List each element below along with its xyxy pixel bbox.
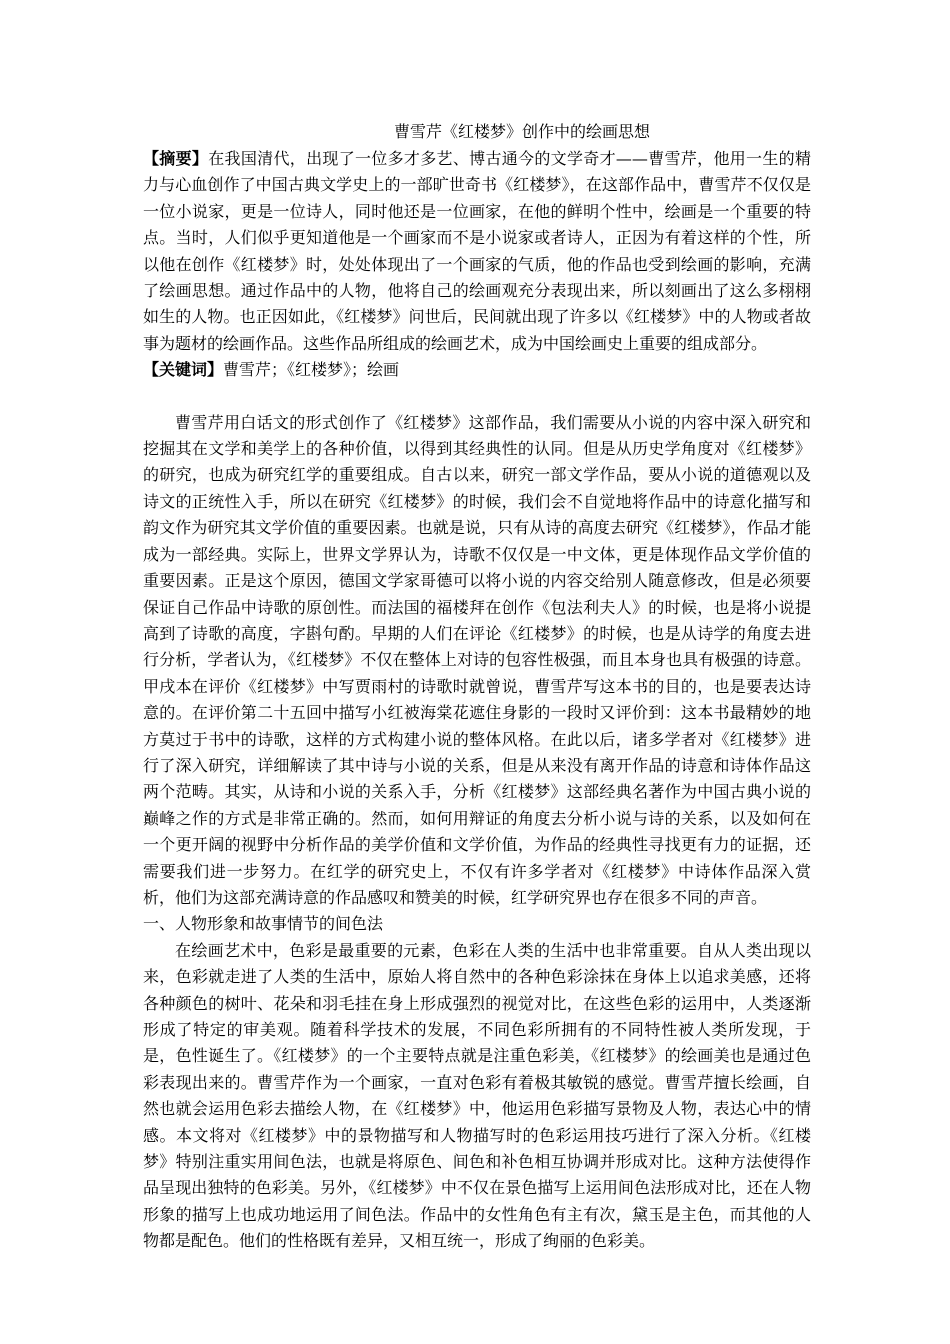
keywords-text: 曹雪芹；《红楼梦》；绘画: [223, 360, 400, 380]
section-paragraph: 在绘画艺术中，色彩是最重要的元素，色彩在人类的生活中也非常重要。自从人类出现以来，色彩就走进了人类的生活中，原始人将自然中的各种色彩涂抹在身体上以追求美感，还将各种颜色的树叶、花朵和羽毛挂在身上形成强烈的视觉对比，在这些色彩的运用中，人类逐渐形成了特定的审美观。随着科学技术的发展，不同色彩所拥有的不同特性被人类所发现，于是，色性诞生了。《红楼梦》的一个主要特点就是注重色彩美，《红楼梦》的绘画美也是通过色彩表现出来的。曹雪芹作为一个画家，一直对色彩有着极其敏锐的感觉。曹雪芹擅长绘画，自然也就会运用色彩去描绘人物，在《红楼梦》中，他运用色彩描写景物及人物，表达心中的情感。本文将对《红楼梦》中的景物描写和人物描写时的色彩运用技巧进行了深入分析。《红楼梦》特别注重实用间色法，也就是将原色、间色和补色相互协调并形成对比。这种方法使得作品呈现出独特的色彩美。另外，《红楼梦》中不仅在景色描写上运用间色法形成对比，还在人物形象的描写上也成功地运用了间色法。作品中的女性角色有主有次，黛玉是主色，而其他的人物都是配色。他们的性格既有差异，又相互统一，形成了绚丽的色彩美。: [143, 940, 811, 1251]
keywords-label: 【关键词】: [143, 360, 224, 380]
abstract-text: 在我国清代，出现了一位多才多艺、博古通今的文学奇才——曹雪芹，他用一生的精力与心血创作了中国古典文学史上的一部旷世奇书《红楼梦》，在这部作品中，曹雪芹不仅仅是一位小说家，更是一位诗人，同时他还是一位画家，在他的鲜明个性中，绘画是一个重要的特点。当时，人们似乎更知道他是一个画家而不是小说家或者诗人，正因为有着这样的个性，所以他在创作《红楼梦》时，处处体现出了一个画家的气质，他的作品也受到绘画的影响，充满了绘画思想。通过作品中的人物，他将自己的绘画观充分表现出来，所以刻画出了这么多栩栩如生的人物。也正因如此，《红楼梦》问世后，民间就出现了许多以《红楼梦》中的人物或者故事为题材的绘画作品。这些作品所组成的绘画艺术，成为中国绘画史上重要的组成部分。: [143, 149, 811, 353]
intro-paragraph: 曹雪芹用白话文的形式创作了《红楼梦》这部作品，我们需要从小说的内容中深入研究和挖掘其在文学和美学上的各种价值，以得到其经典性的认同。但是从历史学角度对《红楼梦》的研究，也成为研究红学的重要组成。自古以来，研究一部文学作品，要从小说的道德观以及诗文的正统性入手，所以在研究《红楼梦》的时候，我们会不自觉地将作品中的诗意化描写和韵文作为研究其文学价值的重要因素。也就是说，只有从诗的高度去研究《红楼梦》，作品才能成为一部经典。实际上，世界文学界认为，诗歌不仅仅是一中文体，更是体现作品文学价值的重要因素。正是这个原因，德国文学家哥德可以将小说的内容交给别人随意修改，但是必须要保证自己作品中诗歌的原创性。而法国的福楼拜在创作《包法利夫人》的时候，也是将小说提高到了诗歌的高度，字斟句酌。早期的人们在评论《红楼梦》的时候，也是从诗学的角度去进行分析，学者认为，《红楼梦》不仅在整体上对诗的包容性极强，而且本身也具有极强的诗意。甲戌本在评价《红楼梦》中写贾雨村的诗歌时就曾说，曹雪芹写这本书的目的，也是要表达诗意的。在评价第二十五回中描写小红被海棠花遮住身影的一段时又评价到：这本书最精妙的地方莫过于书中的诗歌，这样的方式构建小说的整体风格。在此以后，诸多学者对《红楼梦》进行了深入研究，详细解读了其中诗与小说的关系，但是从来没有离开作品的诗意和诗体作品这两个范畴。其实，从诗和小说的关系入手，分析《红楼梦》这部经典名著作为中国古典小说的巅峰之作的方式是非常正确的。然而，如何用辩证的角度去分析小说与诗的关系，以及如何在一个更开阔的视野中分析作品的美学价值和文学价值，为作品的经典性寻找更有力的证据，还需要我们进一步努力。在红学的研究史上，不仅有许多学者对《红楼梦》中诗体作品深入赏析，他们为这部充满诗意的作品感叹和赞美的时候，红学研究界也存在很多不同的声音。: [143, 412, 811, 907]
abstract-label: 【摘要】: [143, 149, 209, 168]
blank-line: [143, 384, 811, 410]
section-heading: 一、人物形象和故事情节的间色法: [143, 914, 384, 934]
document-page: [143, 118, 811, 1255]
keywords-paragraph: [143, 357, 811, 383]
document-title: 曹雪芹《红楼梦》创作中的绘画思想: [393, 122, 650, 141]
abstract-paragraph: [143, 146, 811, 357]
